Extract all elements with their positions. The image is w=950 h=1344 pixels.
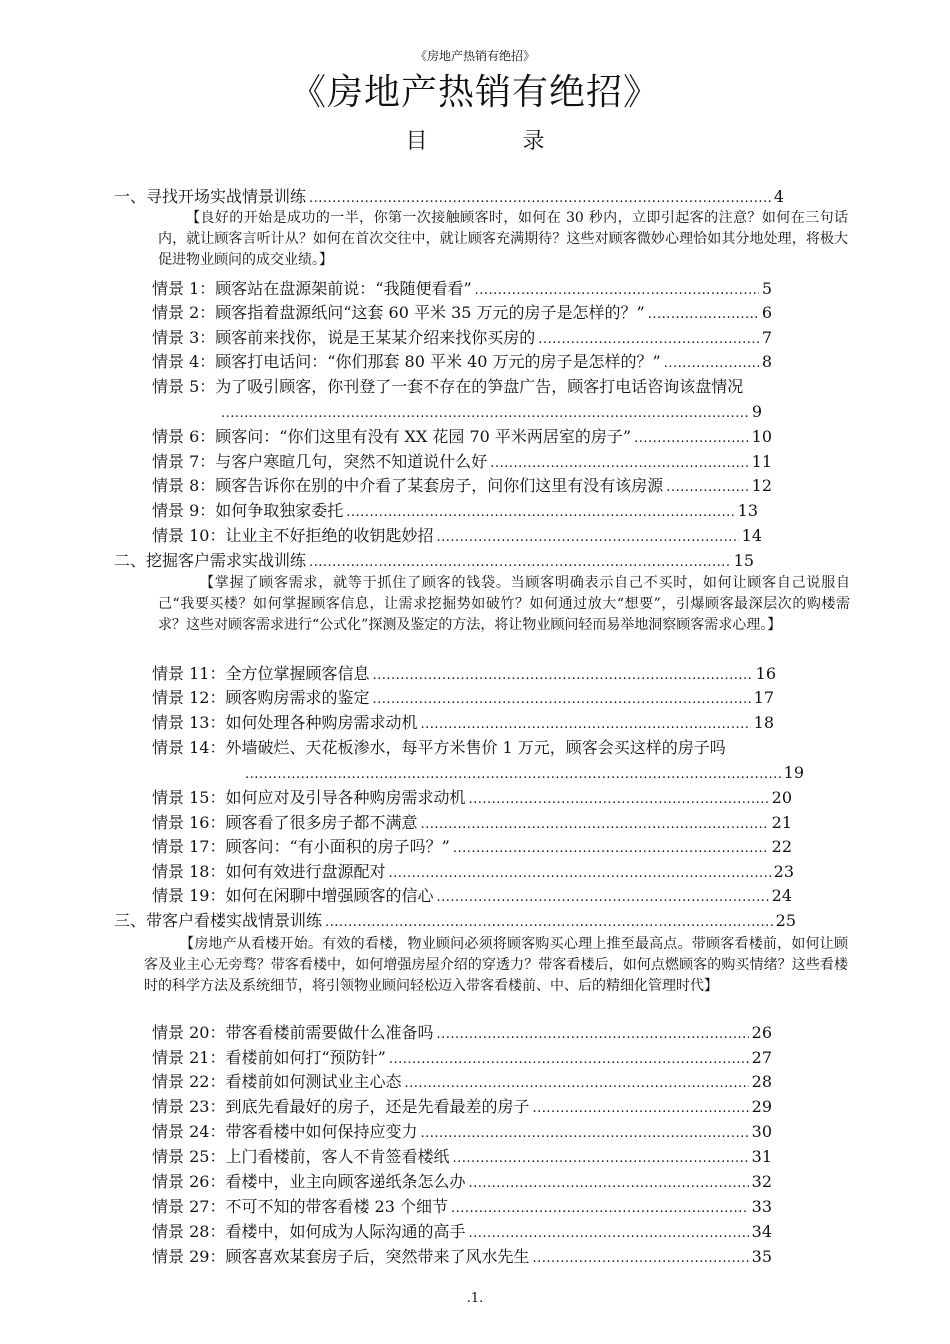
section-summary: 【房地产从看楼开始。有效的看楼，物业顾问必须将顾客购买心理上推至最高点。带顾客看楼前，如何让顾客及业主心无旁骛？带客看楼中，如何增强房屋介绍的穿透力？带客看楼后，如何点燃顾客的购买情绪？这些看楼时的科学方法及系统细节，将引领物业顾问轻松迈入带客看楼前、中、后的精细化管理时代】 <box>144 936 848 994</box>
toc-entry[interactable] <box>152 450 772 474</box>
toc-entry[interactable] <box>152 1220 772 1244</box>
toc-entry[interactable] <box>152 1195 772 1219</box>
dot-leader <box>468 1170 748 1194</box>
page-number: 27 <box>751 1048 772 1067</box>
entry-title: 情景 3：顾客前来找你，说是王某某介绍来找你买房的 <box>152 328 536 347</box>
dot-leader <box>664 350 759 374</box>
page-number: 17 <box>753 688 774 707</box>
toc-entry-continuation[interactable] <box>218 400 762 424</box>
toc-entry[interactable] <box>152 1070 772 1094</box>
toc-entry[interactable] <box>152 811 792 835</box>
dot-leader <box>634 425 749 449</box>
toc-entry[interactable] <box>152 786 792 810</box>
entry-title: 情景 21：看楼前如何打“预防针” <box>152 1048 386 1067</box>
page-number: 34 <box>751 1222 772 1241</box>
dot-leader <box>490 450 748 474</box>
toc-entry[interactable] <box>152 474 772 498</box>
entry-title: 情景 22：看楼前如何测试业主心态 <box>152 1072 402 1091</box>
toc-entry[interactable] <box>152 1046 772 1070</box>
page-number: 25 <box>775 911 796 930</box>
toc-entry[interactable] <box>152 326 772 350</box>
page-number: 22 <box>771 837 792 856</box>
dot-leader <box>468 1220 748 1244</box>
dot-leader <box>325 909 773 933</box>
page-number: 21 <box>771 813 792 832</box>
entry-title: 情景 6：顾客问：“你们这里有没有 XX 花园 70 平米两居室的房子” <box>152 427 632 446</box>
entry-title: 情景 27：不可不知的带客看楼 23 个细节 <box>152 1197 448 1216</box>
page-number: 5 <box>761 279 772 298</box>
page-number: 9 <box>751 402 762 421</box>
toc-entry[interactable] <box>152 301 772 325</box>
entry-title: 情景 17：顾客问：“有小面积的房子吗？” <box>152 837 450 856</box>
document-title: 《房地产热销有绝招》 <box>289 72 660 113</box>
toc-entry[interactable] <box>152 499 758 523</box>
toc-section[interactable] <box>114 909 796 933</box>
dot-leader <box>532 1095 748 1119</box>
dot-leader <box>420 711 750 735</box>
page-number: 33 <box>751 1197 772 1216</box>
dot-leader <box>389 1046 749 1070</box>
dot-leader <box>538 326 759 350</box>
entry-title: 情景 4：顾客打电话问：“你们那套 80 平米 40 万元的房子是怎样的？” <box>152 352 661 371</box>
page-number: 7 <box>761 328 772 347</box>
page-number: 29 <box>751 1097 772 1116</box>
dot-leader <box>436 524 738 548</box>
entry-title: 情景 18：如何有效进行盘源配对 <box>152 862 386 881</box>
entry-title: 情景 1：顾客站在盘源架前说：“我随便看看” <box>152 279 472 298</box>
dot-leader <box>452 1145 748 1169</box>
dot-leader <box>372 686 750 710</box>
page-footer: .1. <box>466 1291 484 1306</box>
entry-title: 情景 29：顾客喜欢某套房子后，突然带来了风水先生 <box>152 1247 530 1266</box>
toc-entry[interactable] <box>152 711 774 735</box>
section-title: 三、带客户看楼实战情景训练 <box>114 911 323 930</box>
toc-heading: 目 录 <box>405 129 589 154</box>
dot-leader <box>309 549 731 573</box>
running-header: 《房地产热销有绝招》 <box>414 49 535 63</box>
entry-title: 情景 8：顾客告诉你在别的中介看了某套房子，问你们这里有没有该房源 <box>152 476 664 495</box>
section-summary: 【掌握了顾客需求，就等于抓住了顾客的钱袋。当顾客明确表示自己不买时，如何让顾客自己说服自己“我要买楼？如何掌握顾客信息，让需求挖掘势如破竹？如何通过放大“想要”，引爆顾客最深层次的购楼需求？这些对顾客需求进行“公式化”探测及鉴定的方法，将让物业顾问轻而易举地洞察顾客需求心理。】 <box>158 575 850 633</box>
dot-leader <box>436 1021 748 1045</box>
dot-leader <box>453 835 769 859</box>
page-number: 28 <box>751 1072 772 1091</box>
toc-entry[interactable] <box>152 860 794 884</box>
entry-title: 情景 10：让业主不好拒绝的收钥匙妙招 <box>152 526 434 545</box>
dot-leader <box>404 1070 748 1094</box>
dot-leader <box>436 884 768 908</box>
toc-entry[interactable] <box>152 662 776 686</box>
entry-title: 情景 23：到底先看最好的房子，还是先看最差的房子 <box>152 1097 530 1116</box>
section-title: 一、寻找开场实战情景训练 <box>114 187 307 206</box>
dot-leader <box>372 662 752 686</box>
toc-entry-long[interactable] <box>152 736 852 760</box>
toc-entry[interactable] <box>152 425 772 449</box>
page-number: 35 <box>751 1247 772 1266</box>
page-number: 26 <box>751 1023 772 1042</box>
toc-entry[interactable] <box>152 1170 772 1194</box>
dot-leader <box>648 301 759 325</box>
dot-leader <box>420 811 768 835</box>
entry-title: 情景 5：为了吸引顾客，你刊登了一套不存在的笋盘广告，顾客打电话咨询该盘情况 <box>152 377 744 396</box>
dot-leader <box>420 1120 748 1144</box>
dot-leader <box>309 185 771 209</box>
entry-title: 情景 9：如何争取独家委托 <box>152 501 344 520</box>
entry-title: 情景 14：外墙破烂、天花板渗水，每平方米售价 1 万元，顾客会买这样的房子吗 <box>152 738 726 757</box>
page-number: 15 <box>733 551 754 570</box>
page-number: 20 <box>771 788 792 807</box>
entry-title: 情景 16：顾客看了很多房子都不满意 <box>152 813 418 832</box>
entry-title: 情景 15：如何应对及引导各种购房需求动机 <box>152 788 466 807</box>
page-number: 32 <box>751 1172 772 1191</box>
dot-leader <box>221 400 749 424</box>
page-number: 30 <box>751 1122 772 1141</box>
section-summary: 【良好的开始是成功的一半，你第一次接触顾客时，如何在 30 秒内，立即引起客的注意？如何在三句话内，就让顾客言听计从？如何在首次交往中，就让顾客充满期待？这些对顾客微妙心理恰如其分地处理，将极大促进物业顾问的成交业绩。】 <box>158 210 848 268</box>
entry-title: 情景 7：与客户寒暄几句，突然不知道说什么好 <box>152 452 488 471</box>
dot-leader <box>451 1195 749 1219</box>
toc-entry[interactable] <box>152 835 792 859</box>
toc-entry-continuation[interactable] <box>242 761 804 785</box>
dot-leader <box>666 474 748 498</box>
page-number: 18 <box>753 713 774 732</box>
entry-title: 情景 25：上门看楼前，客人不肯签看楼纸 <box>152 1147 450 1166</box>
dot-leader <box>388 860 770 884</box>
entry-title: 情景 13：如何处理各种购房需求动机 <box>152 713 418 732</box>
toc-entry[interactable] <box>152 1120 772 1144</box>
page-number: 23 <box>773 862 794 881</box>
entry-title: 情景 19：如何在闲聊中增强顾客的信心 <box>152 886 434 905</box>
entry-title: 情景 24：带客看楼中如何保持应变力 <box>152 1122 418 1141</box>
entry-title: 情景 2：顾客指着盘源纸问“这套 60 平米 35 万元的房子是怎样的？” <box>152 303 645 322</box>
dot-leader <box>468 786 768 810</box>
toc-entry[interactable] <box>152 686 774 710</box>
toc-entry[interactable] <box>152 1245 772 1269</box>
page-number: 31 <box>751 1147 772 1166</box>
toc-entry[interactable] <box>152 277 772 301</box>
page-number: 14 <box>741 526 762 545</box>
section-title: 二、挖掘客户需求实战训练 <box>114 551 307 570</box>
page-number: 11 <box>751 452 772 471</box>
page-number: 19 <box>783 763 804 782</box>
entry-title: 情景 12：顾客购房需求的鉴定 <box>152 688 370 707</box>
toc-entry[interactable] <box>152 524 762 548</box>
page-number: 16 <box>755 664 776 683</box>
page-number: 10 <box>751 427 772 446</box>
entry-title: 情景 11：全方位掌握顾客信息 <box>152 664 370 683</box>
page-number: 12 <box>751 476 772 495</box>
toc-entry-long[interactable] <box>152 375 852 399</box>
dot-leader <box>346 499 734 523</box>
toc-entry[interactable] <box>152 1095 772 1119</box>
dot-leader <box>475 277 759 301</box>
entry-title: 情景 26：看楼中，业主向顾客递纸条怎么办 <box>152 1172 466 1191</box>
toc-entry[interactable] <box>152 884 792 908</box>
page-number: 13 <box>737 501 758 520</box>
toc-entry[interactable] <box>152 1145 772 1169</box>
toc-entry[interactable] <box>152 350 772 374</box>
page-number: 6 <box>761 303 772 322</box>
page-number: 8 <box>761 352 772 371</box>
entry-title: 情景 28：看楼中，如何成为人际沟通的高手 <box>152 1222 466 1241</box>
entry-title: 情景 20：带客看楼前需要做什么准备吗 <box>152 1023 434 1042</box>
toc-entry[interactable] <box>152 1021 772 1045</box>
page-number: 24 <box>771 886 792 905</box>
dot-leader <box>245 761 781 785</box>
dot-leader <box>532 1245 748 1269</box>
page-number: 4 <box>773 187 784 206</box>
toc-section[interactable] <box>114 185 784 209</box>
toc-section[interactable] <box>114 549 754 573</box>
